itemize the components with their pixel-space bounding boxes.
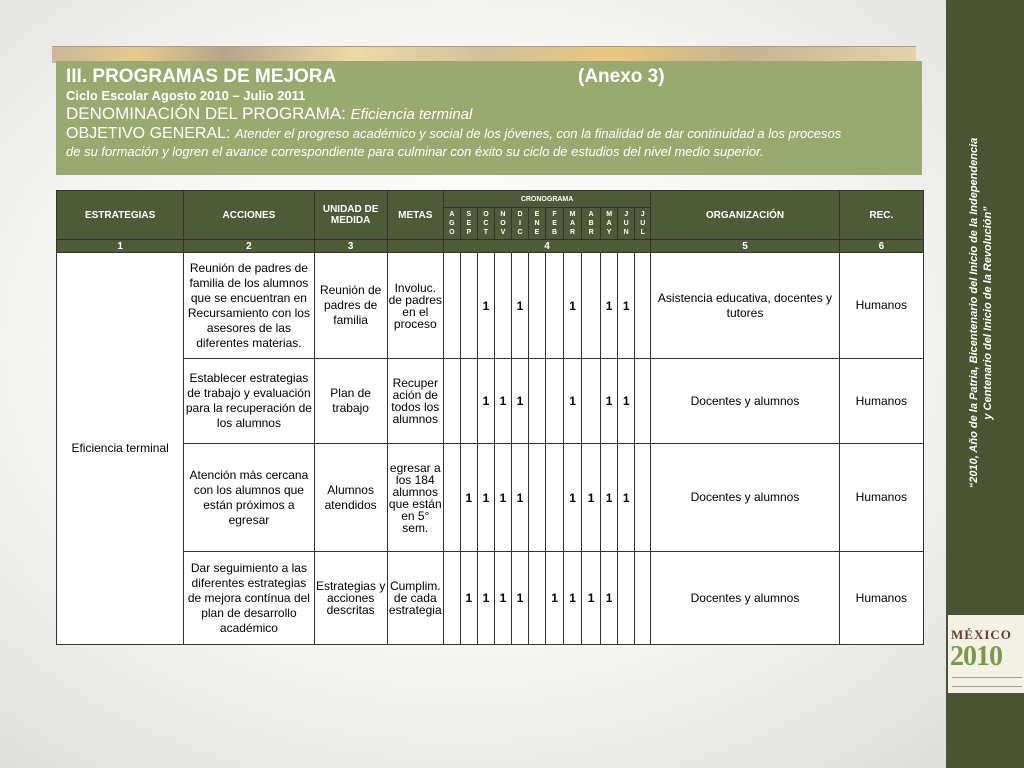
- month-header: D I C: [511, 208, 528, 240]
- month-header: M A R: [564, 208, 582, 240]
- column-number: 5: [651, 240, 839, 253]
- header-metas: METAS: [387, 191, 443, 240]
- schedule-cell: [546, 444, 564, 552]
- column-number-blank: [387, 240, 443, 253]
- table-row: [57, 253, 924, 359]
- schedule-cell: 1: [582, 444, 601, 552]
- logo-word-2010: 2010: [950, 641, 1002, 672]
- schedule-cell: 1: [477, 444, 494, 552]
- organization-cell: Docentes y alumnos: [651, 552, 839, 645]
- program-denomination: [66, 103, 912, 125]
- schedule-cell: 1: [564, 253, 582, 359]
- denomination-value: Eficiencia terminal: [350, 106, 473, 123]
- schedule-cell: [443, 444, 460, 552]
- schedule-cell: [494, 253, 511, 359]
- organization-cell: Docentes y alumnos: [651, 359, 839, 444]
- goal-cell: egresar a los 184 alumnos que están en 5° sem.: [387, 444, 443, 552]
- general-objective: [66, 125, 912, 161]
- month-header: A G O: [443, 208, 460, 240]
- unit-cell: Reunión de padres de familia: [314, 253, 387, 359]
- column-number: 6: [839, 240, 923, 253]
- month-header: E N E: [529, 208, 546, 240]
- schedule-cell: 1: [460, 444, 477, 552]
- goal-cell: Cumplim. de cada estrategia: [387, 552, 443, 645]
- schedule-cell: [582, 359, 601, 444]
- schedule-cell: [635, 359, 651, 444]
- schedule-cell: 1: [511, 359, 528, 444]
- resource-cell: Humanos: [839, 444, 923, 552]
- column-number: 4: [443, 240, 650, 253]
- month-header: M A Y: [601, 208, 618, 240]
- schedule-cell: [635, 253, 651, 359]
- month-header: F E B: [546, 208, 564, 240]
- annex-label: (Anexo 3): [578, 66, 665, 87]
- schedule-cell: 1: [564, 359, 582, 444]
- schedule-cell: [529, 444, 546, 552]
- header-organizacion: ORGANIZACIÓN: [651, 191, 839, 240]
- schedule-cell: [460, 253, 477, 359]
- schedule-cell: 1: [618, 253, 635, 359]
- schedule-cell: [582, 253, 601, 359]
- schedule-cell: [546, 253, 564, 359]
- resource-cell: Humanos: [839, 359, 923, 444]
- month-header: J U L: [635, 208, 651, 240]
- header-rec: REC.: [839, 191, 923, 240]
- motto-line-1: “2010, Año de la Patria, Bicentenario del Inicio de la Independencia: [968, 137, 981, 489]
- schedule-cell: [443, 359, 460, 444]
- schedule-cell: 1: [618, 444, 635, 552]
- program-header: [56, 61, 922, 175]
- column-number: 3: [314, 240, 387, 253]
- unit-cell: Estrategias y acciones descritas: [314, 552, 387, 645]
- schedule-cell: [529, 359, 546, 444]
- action-cell: Reunión de padres de familia de los alumnos que se encuentran en Recursamiento con los asesores de las diferentes materias.: [184, 253, 314, 359]
- schedule-cell: 1: [460, 552, 477, 645]
- objective-text-2: de su formación y logren el avance correspondiente para culminar con éxito su ciclo de estudios del nivel medio superior.: [66, 144, 764, 159]
- program-table: [56, 190, 924, 645]
- schedule-cell: 1: [494, 359, 511, 444]
- schedule-cell: [635, 552, 651, 645]
- schedule-cell: [618, 552, 635, 645]
- schedule-cell: 1: [494, 552, 511, 645]
- schedule-cell: 1: [511, 444, 528, 552]
- schedule-cell: 1: [564, 552, 582, 645]
- school-cycle: Ciclo Escolar Agosto 2010 – Julio 2011: [66, 88, 306, 103]
- goal-cell: Involuc. de padres en el proceso: [387, 253, 443, 359]
- schedule-cell: 1: [511, 552, 528, 645]
- column-number: 1: [57, 240, 184, 253]
- month-header: J U N: [618, 208, 635, 240]
- schedule-cell: 1: [477, 253, 494, 359]
- schedule-cell: [460, 359, 477, 444]
- schedule-cell: 1: [582, 552, 601, 645]
- schedule-cell: 1: [477, 552, 494, 645]
- table-row: [57, 359, 924, 444]
- schedule-cell: 1: [477, 359, 494, 444]
- header-estrategias: ESTRATEGIAS: [57, 191, 184, 240]
- header-acciones: ACCIONES: [184, 191, 314, 240]
- schedule-cell: 1: [564, 444, 582, 552]
- header-cronograma: CRONOGRAMA: [443, 191, 650, 208]
- schedule-cell: [443, 552, 460, 645]
- schedule-cell: 1: [494, 444, 511, 552]
- organization-cell: Asistencia educativa, docentes y tutores: [651, 253, 839, 359]
- logo-word-mexico: MÉXICO: [951, 627, 1012, 642]
- sidebar-motto: [951, 137, 1011, 489]
- schedule-cell: [443, 253, 460, 359]
- schedule-cell: 1: [601, 552, 618, 645]
- schedule-cell: [546, 359, 564, 444]
- resource-cell: Humanos: [839, 253, 923, 359]
- table-row: [57, 552, 924, 645]
- month-header: S E P: [460, 208, 477, 240]
- denomination-label: DENOMINACIÓN DEL PROGRAMA:: [66, 104, 346, 123]
- motto-line-2: y Centenario del Inicio de la Revolución”: [982, 206, 995, 420]
- header-title-line: [66, 66, 912, 88]
- logo-fine-print: [952, 677, 1022, 687]
- mexico-2010-logo: [948, 615, 1024, 693]
- table-row: [57, 444, 924, 552]
- action-cell: Atención más cercana con los alumnos que están próximos a egresar: [184, 444, 314, 552]
- schedule-cell: [635, 444, 651, 552]
- schedule-cell: [529, 552, 546, 645]
- unit-cell: Alumnos atendidos: [314, 444, 387, 552]
- schedule-cell: 1: [601, 444, 618, 552]
- resource-cell: Humanos: [839, 552, 923, 645]
- schedule-cell: 1: [601, 253, 618, 359]
- month-header: A B R: [582, 208, 601, 240]
- objective-text-1: Atender el progreso académico y social de los jóvenes, con la finalidad de dar continuidad a los procesos: [234, 126, 842, 141]
- column-number: 2: [184, 240, 314, 253]
- month-header: O C T: [477, 208, 494, 240]
- schedule-cell: 1: [618, 359, 635, 444]
- strategy-cell: Eficiencia terminal: [57, 253, 184, 645]
- schedule-cell: [529, 253, 546, 359]
- header-unidad-medida: UNIDAD DE MEDIDA: [314, 191, 387, 240]
- organization-cell: Docentes y alumnos: [651, 444, 839, 552]
- schedule-cell: 1: [601, 359, 618, 444]
- goal-cell: Recuper ación de todos los alumnos: [387, 359, 443, 444]
- schedule-cell: 1: [511, 253, 528, 359]
- action-cell: Establecer estrategias de trabajo y evaluación para la recuperación de los alumnos: [184, 359, 314, 444]
- action-cell: Dar seguimiento a las diferentes estrategias de mejora contínua del plan de desarrollo académico: [184, 552, 314, 645]
- program-title: III. PROGRAMAS DE MEJORA: [66, 66, 337, 87]
- schedule-cell: 1: [546, 552, 564, 645]
- unit-cell: Plan de trabajo: [314, 359, 387, 444]
- month-header: N O V: [494, 208, 511, 240]
- objective-label: OBJETIVO GENERAL:: [66, 125, 231, 142]
